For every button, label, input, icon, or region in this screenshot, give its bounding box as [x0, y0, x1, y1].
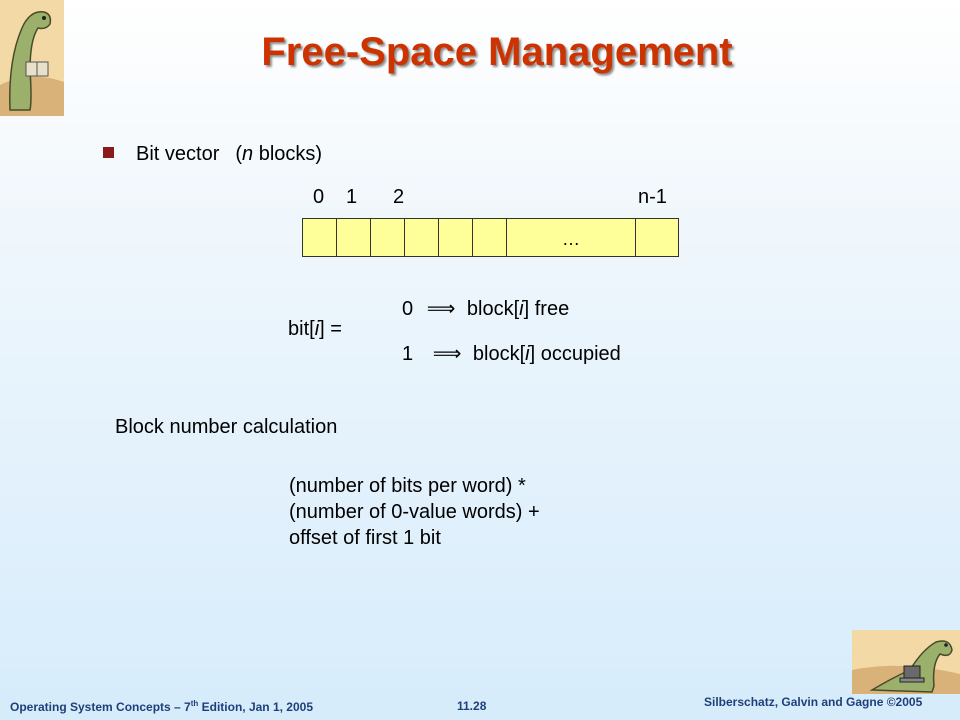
bullet-label: Bit vector	[136, 143, 220, 165]
rule-occupied	[402, 341, 621, 366]
bullet-item	[136, 143, 322, 166]
rule-free-value: 0	[402, 298, 414, 320]
bit-vector	[302, 218, 679, 257]
footer-right: Silberschatz, Galvin and Gagne ©2005	[704, 695, 923, 709]
bit-index-1: 1	[346, 186, 358, 208]
bit-definition-label	[288, 318, 342, 341]
bit-label-pre: bit[	[288, 318, 315, 340]
bit-cell	[473, 219, 507, 256]
rule-occupied-pre: block[	[472, 343, 526, 365]
implies-arrow-icon: ⟹	[432, 343, 462, 365]
bullet-paren-n: n	[242, 143, 254, 165]
rule-occupied-value: 1	[402, 343, 414, 365]
rule-free-i: i	[519, 298, 524, 320]
bit-cell-last	[636, 219, 674, 256]
calc-line: (number of bits per word) *	[289, 475, 526, 497]
bit-label-i: i	[314, 318, 320, 340]
calc-heading: Block number calculation	[115, 416, 338, 438]
bit-cell	[303, 219, 337, 256]
calc-line: (number of 0-value words) +	[289, 501, 540, 523]
bit-index-0: 0	[313, 186, 325, 208]
calc-line: offset of first 1 bit	[289, 527, 441, 549]
bit-cell	[337, 219, 371, 256]
ellipsis-label: …	[562, 229, 580, 249]
bit-index-last: n-1	[638, 186, 667, 208]
footer-left-pre: Operating System Concepts – 7	[10, 700, 191, 714]
bit-cell-ellipsis	[507, 219, 636, 256]
rule-free-pre: block[	[466, 298, 520, 320]
implies-arrow-icon: ⟹	[426, 298, 456, 320]
rule-free	[402, 296, 569, 321]
bullet-paren-open: (	[235, 143, 243, 165]
footer-page-number: 11.28	[457, 699, 487, 713]
dinosaur-logo-bottom-right-icon	[852, 630, 960, 694]
rule-occupied-post: ] occupied	[529, 343, 621, 365]
bit-index-2: 2	[393, 186, 405, 208]
footer-left	[10, 699, 313, 714]
rule-free-post: ] free	[523, 298, 570, 320]
rule-occupied-i: i	[525, 343, 530, 365]
bit-cell	[405, 219, 439, 256]
calc-formula	[289, 473, 540, 551]
bullet-paren-rest: blocks)	[253, 143, 323, 165]
footer-left-post: Edition, Jan 1, 2005	[198, 700, 314, 714]
bit-label-post: ] =	[319, 318, 342, 340]
slide-title: Free-Space Management	[261, 30, 733, 74]
bullet-square-icon	[103, 147, 114, 158]
bit-cell	[439, 219, 473, 256]
footer-left-sup: th	[190, 699, 199, 708]
bit-cell	[371, 219, 405, 256]
